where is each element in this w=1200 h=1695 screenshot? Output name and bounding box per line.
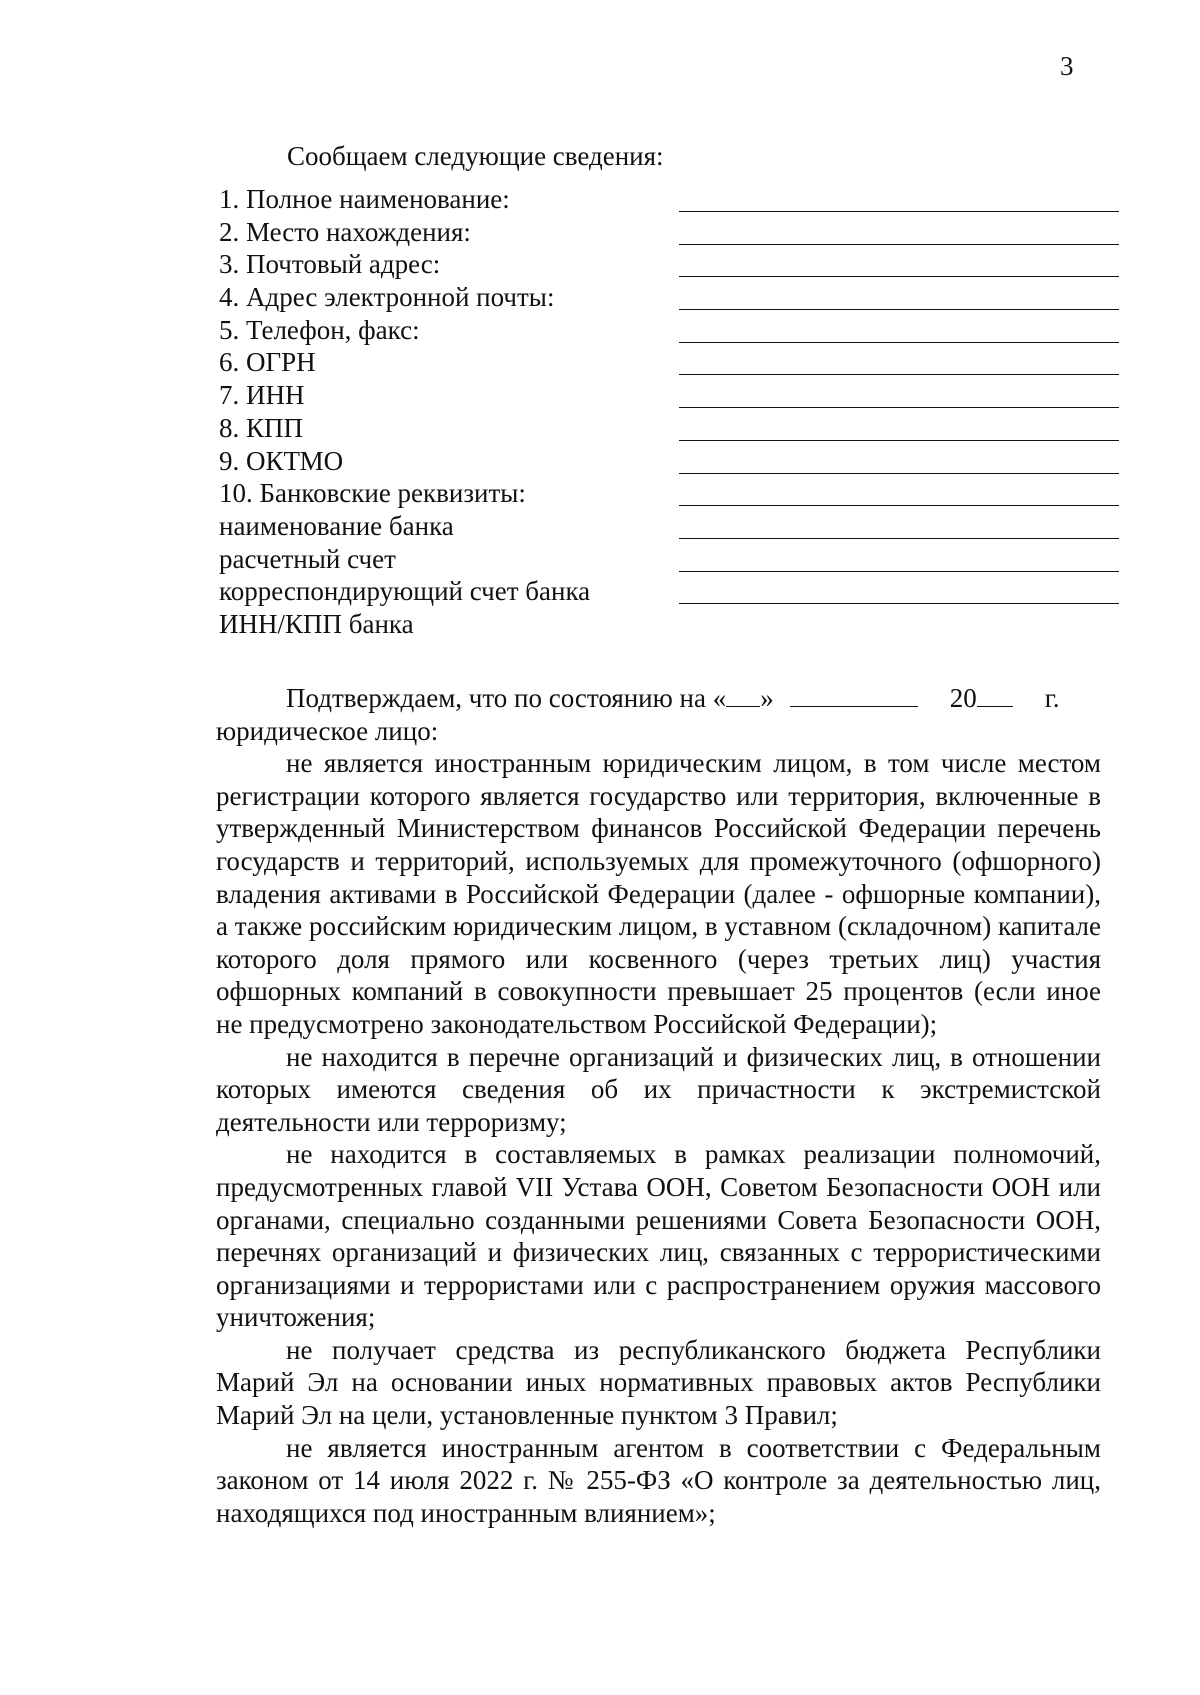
year-blank[interactable] [977,686,1013,707]
field-label: 10. Банковские реквизиты: [219,478,526,509]
fill-in-line[interactable] [679,603,1119,604]
fill-in-line[interactable] [679,276,1119,277]
field-label: 5. Телефон, факс: [219,314,420,345]
field-row [219,543,1119,576]
confirm-quote-close: » [760,683,774,713]
year-suffix: г. [1044,683,1060,713]
statement-paragraph: не находится в составляемых в рамках реализации полномочий, предусмотренных главой VII Устава ООН, Советом Безопасности ООН или органами, специально созданными решениями Совета Безопасности ООН, перечнях организаций и физических лиц, связанных с террористическими организациями и террористами или с распространением оружия массового уничтожения; [216,1139,1101,1333]
field-label: 1. Полное наименование: [219,184,510,214]
statement-paragraph: не является иностранным юридическим лицом, в том числе местом регистрации которого является государство или территория, включенные в утвержденный Министерством финансов Российской Федерации перечень государств и территорий, используемых для промежуточного (офшорного) владения активами в Российской Федерации (далее - офшорные компании), а также российским юридическим лицом, в уставном (складочном) капитале которого доля прямого или косвенного (через третьих лиц) участия офшорных компаний в совокупности превышает 25 процентов (если иное не предусмотрено законодательством Российской Федерации); [216,748,1101,1039]
field-label: 3. Почтовый адрес: [219,249,441,280]
field-row [219,379,1119,412]
statement-paragraph: не находится в перечне организаций и физических лиц, в отношении которых имеются сведения об их причастности к экстремистской деятельности или терроризму; [216,1041,1101,1137]
field-label: 8. КПП [219,412,304,443]
fill-in-line[interactable] [679,440,1119,441]
day-blank[interactable] [726,686,760,707]
page-number: 3 [1060,51,1074,81]
fill-in-line[interactable] [679,538,1119,539]
field-label: наименование банка [219,510,454,541]
field-row [219,477,1119,510]
fill-in-line[interactable] [679,244,1119,245]
fill-in-line[interactable] [679,374,1119,375]
field-row [219,248,1119,281]
field-row [219,575,1119,608]
field-row [219,346,1119,379]
field-label: ИНН/КПП банка [219,608,414,639]
field-row [219,216,1119,249]
fill-in-line[interactable] [679,309,1119,310]
fill-in-line[interactable] [679,571,1119,572]
field-label: корреспондирующий счет банка [219,576,591,607]
field-label: расчетный счет [219,543,396,574]
confirmation-line [216,682,1101,715]
fill-in-line[interactable] [679,473,1119,474]
confirmation-section [216,682,1101,1529]
field-label: 9. ОКТМО [219,445,344,476]
confirmation-subject: юридическое лицо: [216,715,439,746]
field-label: 6. ОГРН [219,347,316,378]
field-row [219,281,1119,314]
intro-heading: Сообщаем следующие сведения: [287,141,664,171]
statement-paragraph: не является иностранным агентом в соответствии с Федеральным законом от 14 июля 2022 г. № 255-ФЗ «О контроле за деятельностью лиц, находящихся под иностранным влиянием»; [216,1432,1101,1528]
field-label: 7. ИНН [219,380,305,411]
statement-paragraph: не получает средства из республиканского бюджета Республики Марий Эл на основании иных нормативных правовых актов Республики Марий Эл на цели, установленные пунктом 3 Правил; [216,1334,1101,1431]
field-row [219,608,1119,641]
requisites-list [219,183,1119,641]
fill-in-line[interactable] [679,342,1119,343]
month-blank[interactable] [790,686,918,707]
year-prefix: 20 [949,683,977,713]
field-label: 4. Адрес электронной почты: [219,282,555,313]
field-row [219,510,1119,543]
field-row [219,412,1119,445]
fill-in-line[interactable] [679,505,1119,506]
fill-in-line[interactable] [679,211,1119,212]
confirm-prefix: Подтверждаем, что по состоянию на « [286,683,727,713]
fill-in-line[interactable] [679,407,1119,408]
field-row [219,183,1119,216]
field-row [219,314,1119,347]
field-row [219,445,1119,478]
field-label: 2. Место нахождения: [219,216,471,247]
